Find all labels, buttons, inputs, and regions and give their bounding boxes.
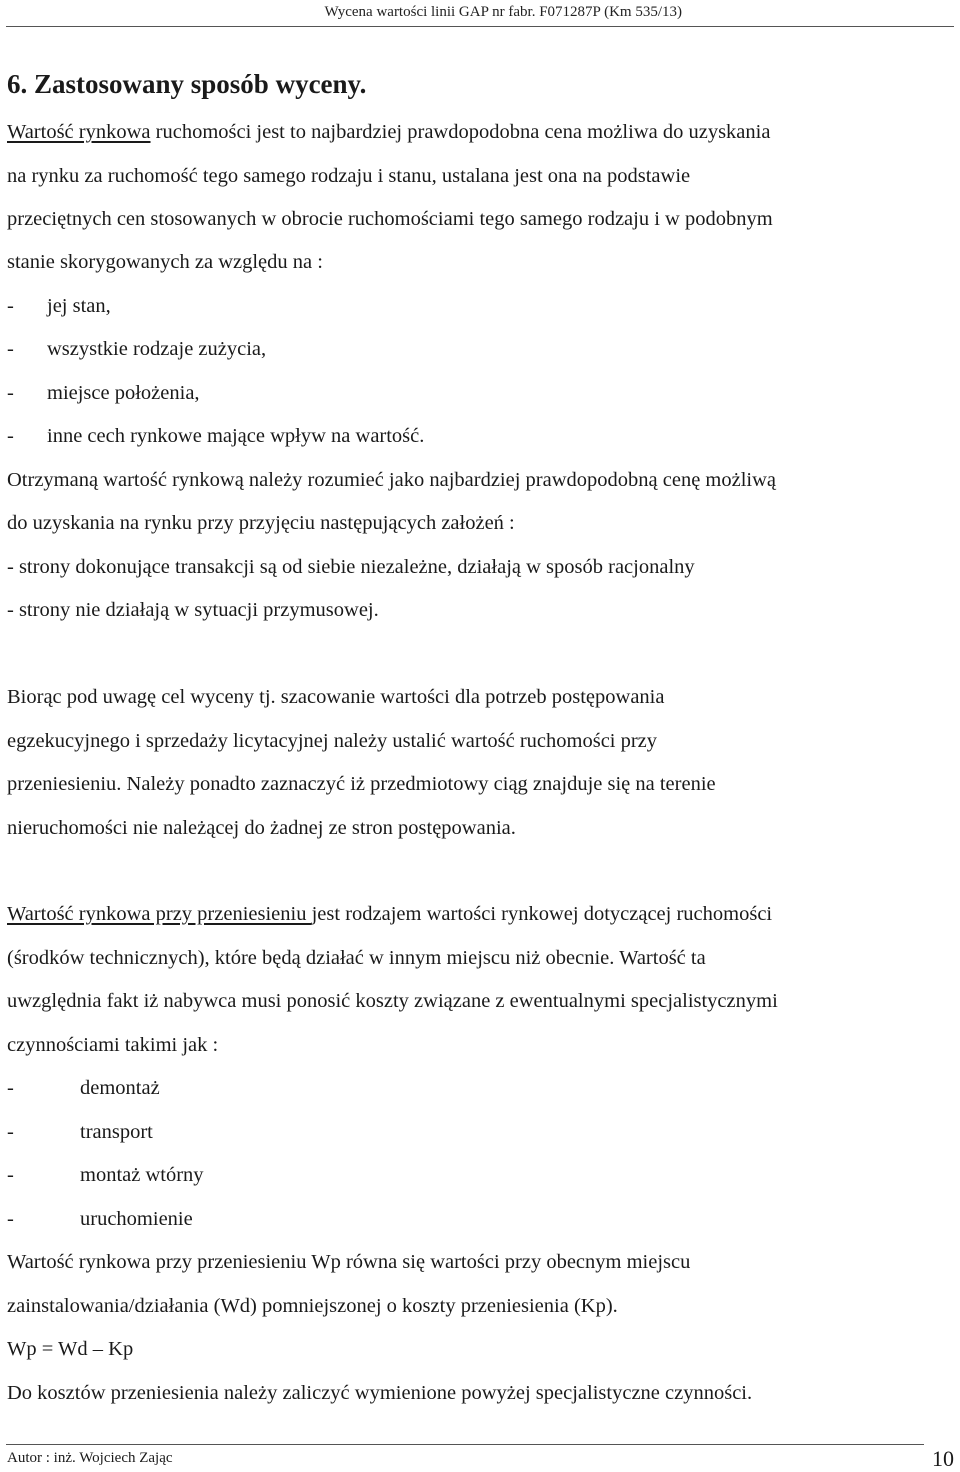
formula: Wp = Wd – Kp	[7, 1338, 134, 1360]
list-item: - miejsce położenia,	[7, 382, 200, 404]
para2-line-4: - strony nie działają w sytuacji przymusowej.	[7, 599, 379, 621]
list-item: - transport	[7, 1121, 153, 1143]
list-item: - inne cech rynkowe mające wpływ na wartość.	[7, 425, 425, 447]
list-item: - demontaż	[7, 1077, 160, 1099]
para2-line-1: Otrzymaną wartość rynkową należy rozumieć jako najbardziej prawdopodobną cenę możliwą	[7, 469, 777, 491]
para4-line-4: czynnościami takimi jak :	[7, 1034, 219, 1056]
para2-line-3: - strony dokonujące transakcji są od siebie niezależne, działają w sposób racjonalny	[7, 556, 695, 578]
list-item: - montaż wtórny	[7, 1164, 204, 1186]
footer-divider	[6, 1444, 924, 1445]
para3-line-1: Biorąc pod uwagę cel wyceny tj. szacowanie wartości dla potrzeb postępowania	[7, 686, 665, 708]
para3-line-3: przeniesieniu. Należy ponadto zaznaczyć iż przedmiotowy ciąg znajduje się na terenie	[7, 773, 716, 795]
para4-line-3: uwzględnia fakt iż nabywca musi ponosić koszty związane z ewentualnymi specjalistycznymi	[7, 990, 778, 1012]
para5-line-1: Wartość rynkowa przy przeniesieniu Wp równa się wartości przy obecnym miejscu	[7, 1251, 691, 1273]
para1-line-3: przeciętnych cen stosowanych w obrocie ruchomościami tego samego rodzaju i w podobnym	[7, 208, 773, 230]
para5-line-2: zainstalowania/działania (Wd) pomniejszonej o koszty przeniesienia (Kp).	[7, 1295, 618, 1317]
header-divider	[6, 26, 954, 27]
market-value-transfer-term: Wartość rynkowa przy przeniesieniu	[7, 903, 312, 925]
para4-line-2: (środków technicznych), które będą działać w innym miejscu niż obecnie. Wartość ta	[7, 947, 706, 969]
running-header: Wycena wartości linii GAP nr fabr. F071287P (Km 535/13)	[324, 4, 682, 20]
list-item: - jej stan,	[7, 295, 111, 317]
para1-line-2: na rynku za ruchomość tego samego rodzaju i stanu, ustalana jest ona na podstawie	[7, 165, 691, 187]
market-value-term: Wartość rynkowa	[7, 121, 151, 143]
list-item: - wszystkie rodzaje zużycia,	[7, 338, 267, 360]
page-number: 10	[932, 1446, 954, 1471]
para4-line-1: Wartość rynkowa przy przeniesieniu jest rodzajem wartości rynkowej dotyczącej ruchomości	[7, 903, 773, 925]
para3-line-4: nieruchomości nie należącej do żadnej ze stron postępowania.	[7, 817, 516, 839]
para5-line-3: Do kosztów przeniesienia należy zaliczyć wymienione powyżej specjalistyczne czynności.	[7, 1382, 753, 1404]
para3-line-2: egzekucyjnego i sprzedaży licytacyjnej należy ustalić wartość ruchomości przy	[7, 730, 658, 752]
footer-author: Autor : inż. Wojciech Zając	[7, 1450, 173, 1466]
section-heading: 6. Zastosowany sposób wyceny.	[7, 69, 367, 99]
para2-line-2: do uzyskania na rynku przy przyjęciu następujących założeń :	[7, 512, 515, 534]
para1-line-4: stanie skorygowanych za względu na :	[7, 251, 323, 273]
list-item: - uruchomienie	[7, 1208, 193, 1230]
para1-line-1: Wartość rynkowa ruchomości jest to najbardziej prawdopodobna cena możliwa do uzyskania	[7, 121, 771, 143]
